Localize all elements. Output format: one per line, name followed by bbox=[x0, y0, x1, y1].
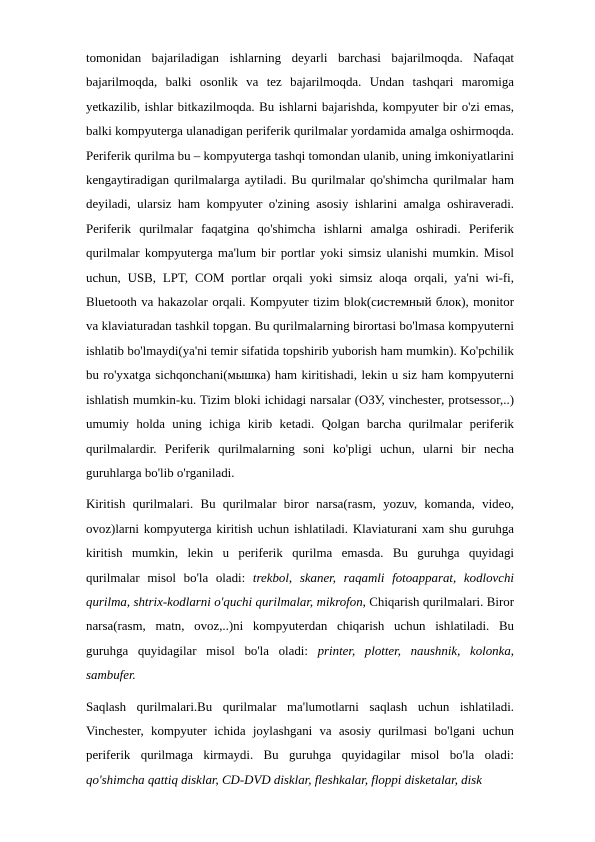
paragraph-text: Kiritish qurilmalari. Bu qurilmalar biror narsa(rasm, yozuv, komanda, video, ovoz)larni kompyuterga kiritish uchun ishlatiladi. Klaviaturani xam shu guruhga kiritish mumkin, lekin u periferik qurilma emasda. Bu guruhga quyidagi qurilmalar misol bo'la oladi: bbox=[86, 497, 514, 585]
paragraph-storage-devices bbox=[86, 695, 514, 793]
input-devices-list: trekbol, skaner, raqamli fotoapparat, kodlovchi qurilma, shtrix-kodlarni o'quchi qurilmalar, mikrofon bbox=[86, 570, 515, 609]
paragraph-text: , Chiqarish qurilmalari. Biror narsa(rasm, matn, ovoz,..)ni kompyuterdan chiqarish uchun ishlatiladi. Bu guruhga quyidagilar misol bo'la oladi: bbox=[86, 594, 514, 658]
storage-devices-list: qo'shimcha qattiq disklar, CD-DVD disklar, fleshkalar, floppi disketalar, disk bbox=[86, 772, 482, 787]
output-devices-list: printer, plotter, naushnik, kolonka, sambufer. bbox=[86, 643, 514, 683]
document-page bbox=[86, 46, 514, 792]
paragraph-input-output-devices bbox=[86, 492, 514, 687]
paragraph-text: Saqlash qurilmalari.Bu qurilmalar ma'lumotlarni saqlash uchun ishlatiladi. Vinchester, kompyuter ichida joylashgani va asosiy qurilmasi bo'lgani uchun periferik qurilmaga kirmaydi. Bu guruhga quyidagilar misol bo'la oladi: bbox=[86, 699, 514, 763]
paragraph-text: tomonidan bajariladigan ishlarning deyarli barchasi bajarilmoqda. Nafaqat bajarilmoqda, balki osonlik va tez bajarilmoqda. Undan tashqari maromiga yetkazilib, ishlar bitkazilmoqda. Bu ishlarni bajarishda, kompyuter bir o'zi emas, balki kompyuterga ulanadigan periferik qurilmalar yordamida amalga oshirmoqda. Periferik qurilma bu – kompyuterga tashqi tomondan ulanib, uning imkoniyatlarini kengaytiradigan qurilmalarga aytiladi. Bu qurilmalar qo'shimcha qurilmalar ham deyiladi, ularsiz ham kompyuter o'zining asosiy ishlarini amalga oshiraveradi. Periferik qurilmalar faqatgina qo'shimcha ishlarni amalga oshiradi. Periferik qurilmalar kompyuterga ma'lum bir portlar yoki simsiz ulanishi mumkin. Misol uchun, USB, LPT, COM portlar orqali yoki simsiz aloqa orqali, ya'ni wi-fi, Bluetooth va hakazolar orqali. Kompyuter tizim blok(системный блок), monitor va klaviaturadan tashkil topgan. Bu qurilmalarning birortasi bo'lmasa kompyuterni ishlatib bo'lmaydi(ya'ni temir sifatida topshirib yuborish ham mumkin). Ko'pchilik bu ro'yxatga sichqonchani(мышка) ham kiritishadi, lekin u siz ham kompyuterni ishlatish mumkin-ku. Tizim bloki ichidagi narsalar (ОЗУ, vinchester, protsessor,..) umumiy holda uning ichiga kirib ketadi. Qolgan barcha qurilmalar periferik qurilmalardir. Periferik qurilmalarning soni ko'pligi uchun, ularni bir necha guruhlarga bo'lib o'rganiladi. bbox=[86, 51, 514, 480]
paragraph-intro bbox=[86, 46, 514, 485]
